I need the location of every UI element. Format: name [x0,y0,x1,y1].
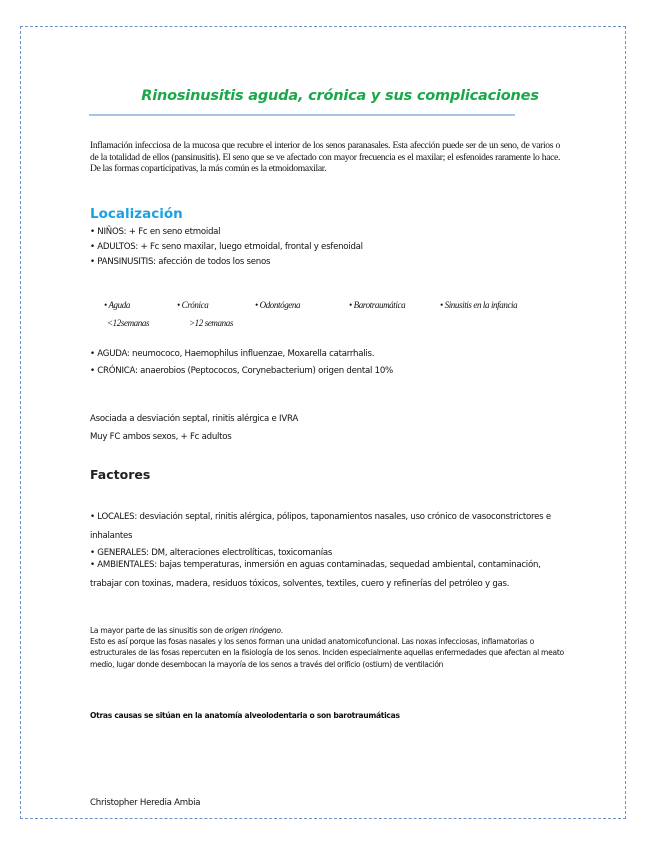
author-name: Christopher Heredia Ambia [90,798,201,808]
origen-paragraph [90,625,565,670]
title-underline [89,114,515,116]
tipo-cronica-duracion: >12 semanas [189,318,233,328]
list-item: • NIÑOS: + Fc en seno etmoidal [90,227,221,237]
tipo-aguda-duracion: <12semanas [107,318,150,328]
tipo-infancia: • Sinusitis en la infancia [440,300,518,310]
intro-paragraph: Inflamación infecciosa de la mucosa que recubre el interior de los senos paranasales. Esta afección puede ser de un seno, de varios o de la totalidad de ellos (pansinusitis). El seno que se ve afectado con mayor frecuencia es el maxilar; el esfenoides raramente lo hace. De las formas copartícipativas, la más común es la etmoidomaxilar. [90,140,560,175]
list-item: • ADULTOS: + Fc seno maxilar, luego etmoidal, frontal y esfenoidal [90,242,363,252]
origen-lead-end: . [280,626,283,635]
factor-locales: • LOCALES: desviación septal, rinitis alérgica, pólipos, taponamientos nasales, uso crónico de vasoconstrictores e inhalantes [90,512,551,541]
tipo-odontogena: • Odontógena [255,300,301,310]
factor-generales: • GENERALES: DM, alteraciones electrolíticas, toxicomanías [90,548,333,558]
factor-ambientales: • AMBIENTALES: bajas temperaturas, inmersión en aguas contaminadas, sequedad ambiental, contaminación, trabajar con toxinas, madera, residuos tóxicos, solventes, textiles, cuero y refinerías del petróleo y gas. [90,560,541,589]
tipo-barotraumatica: • Barotraumática [349,300,406,310]
etiologia-aguda: • AGUDA: neumococo, Haemophilus influenzae, Moxarella catarrhalis. [90,349,375,359]
origen-body: Esto es así porque las fosas nasales y los senos forman una unidad anatomicofuncional. Las noxas infecciosas, inflamatorias o estructurales de las fosas repercuten en la fisiología de los senos. Inciden especialmente aquellas enfermedades que afectan al meato medio, lugar donde desembocan la mayoría de los senos a través del orificio (ostium) de ventilación [90,637,564,669]
document-title: Rinosinusitis aguda, crónica y sus complicaciones [141,88,539,104]
origen-lead: La mayor parte de las sinusitis son de [90,626,225,635]
list-item: • PANSINUSITIS: afección de todos los senos [90,257,271,267]
etiologia-cronica: • CRÓNICA: anaerobios (Peptococos, Corynebacterium) origen dental 10% [90,366,393,376]
heading-factores: Factores [90,467,151,482]
frecuencia-line: Muy FC ambos sexos, + Fc adultos [90,432,232,442]
otras-causas: Otras causas se sitúan en la anatomía alveolodentaria o son barotraumáticas [90,711,400,720]
heading-localizacion: Localización [90,206,183,222]
tipo-cronica: • Crónica [177,300,209,310]
tipo-aguda: • Aguda [104,300,130,310]
asociada-line: Asociada a desviación septal, rinitis alérgica e IVRA [90,414,298,424]
origen-italic: origen rinógeno [224,626,281,635]
